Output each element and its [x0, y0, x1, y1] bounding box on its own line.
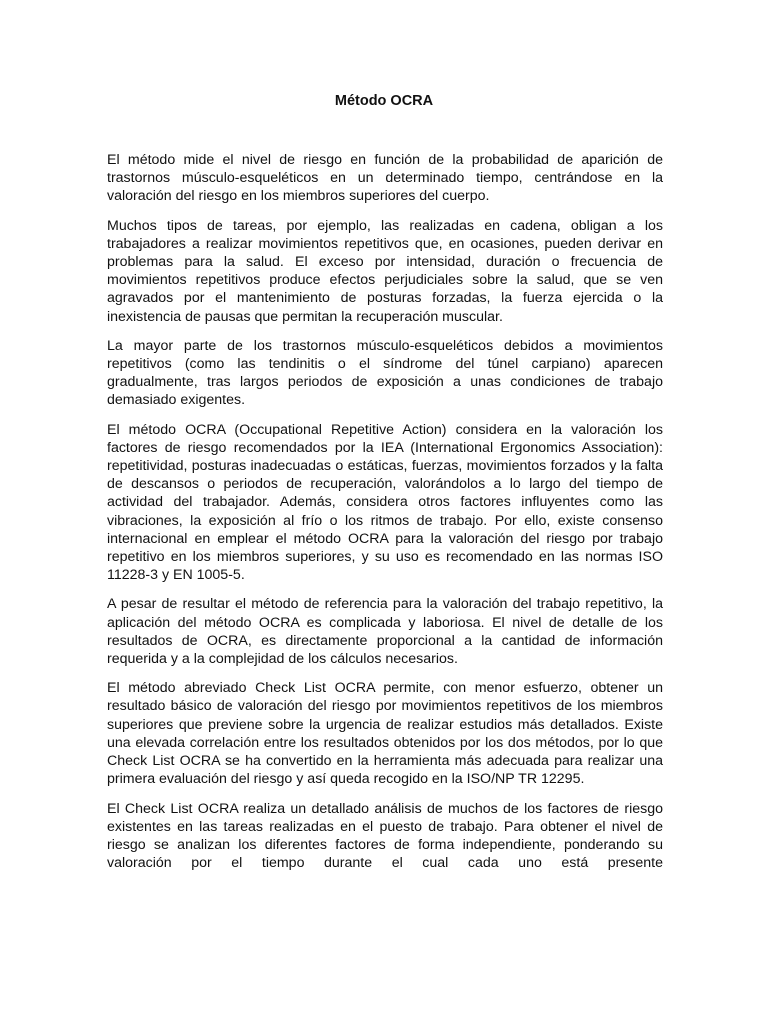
paragraph: La mayor parte de los trastornos músculo-esqueléticos debidos a movimientos repetitivos (como las tendinitis o el síndrome del túnel carpiano) aparecen gradualmente, tras largos periodos de exposición a unas condiciones de trabajo demasiado exigentes. — [107, 337, 663, 409]
paragraph: El método abreviado Check List OCRA permite, con menor esfuerzo, obtener un resultado básico de valoración del riesgo por movimientos repetitivos de los miembros superiores que previene sobre la urgencia de realizar estudios más detallados. Existe una elevada correlación entre los resultados obtenidos por los dos métodos, por lo que Check List OCRA se ha convertido en la herramienta más adecuada para realizar una primera evaluación del riesgo y así queda recogido en la ISO/NP TR 12295. — [107, 680, 663, 788]
paragraph: A pesar de resultar el método de referencia para la valoración del trabajo repetitivo, la aplicación del método OCRA es complicada y laboriosa. El nivel de detalle de los resultados de OCRA, es directamente proporcional a la cantidad de información requerida y a la complejidad de los cálculos necesarios. — [107, 596, 663, 668]
paragraph: El método OCRA (Occupational Repetitive Action) considera en la valoración los factores de riesgo recomendados por la IEA (International Ergonomics Association): repetitividad, posturas inadecuadas o estáticas, fuerzas, movimientos forzados y la falta de descansos o periodos de recuperación, valorándolos a lo largo del tiempo de actividad del trabajador. Además, considera otros factores influyentes como las vibraciones, la exposición al frío o los ritmos de trabajo. Por ello, existe consenso internacional en emplear el método OCRA para la valoración del riesgo por trabajo repetitivo en los miembros superiores, y su uso es recomendado en las normas ISO 11228-3 y EN 1005-5. — [107, 421, 663, 584]
paragraph: El método mide el nivel de riesgo en función de la probabilidad de aparición de trastornos músculo-esqueléticos en un determinado tiempo, centrándose en la valoración del riesgo en los miembros superiores del cuerpo. — [107, 152, 663, 205]
paragraph: El Check List OCRA realiza un detallado análisis de muchos de los factores de riesgo existentes en las tareas realizadas en el puesto de trabajo. Para obtener el nivel de riesgo se analizan los diferentes factores de forma independiente, ponderando su valoración por el tiempo durante el cual cada uno está presente — [107, 800, 663, 872]
paragraph: Muchos tipos de tareas, por ejemplo, las realizadas en cadena, obligan a los trabajadores a realizar movimientos repetitivos que, en ocasiones, pueden derivar en problemas para la salud. El exceso por intensidad, duración o frecuencia de movimientos repetitivos produce efectos perjudiciales sobre la salud, que se ven agravados por el mantenimiento de posturas forzadas, la fuerza ejercida o la inexistencia de pausas que permitan la recuperación muscular. — [107, 217, 663, 325]
document-title: Método OCRA — [334, 93, 434, 109]
document-body — [107, 151, 663, 883]
